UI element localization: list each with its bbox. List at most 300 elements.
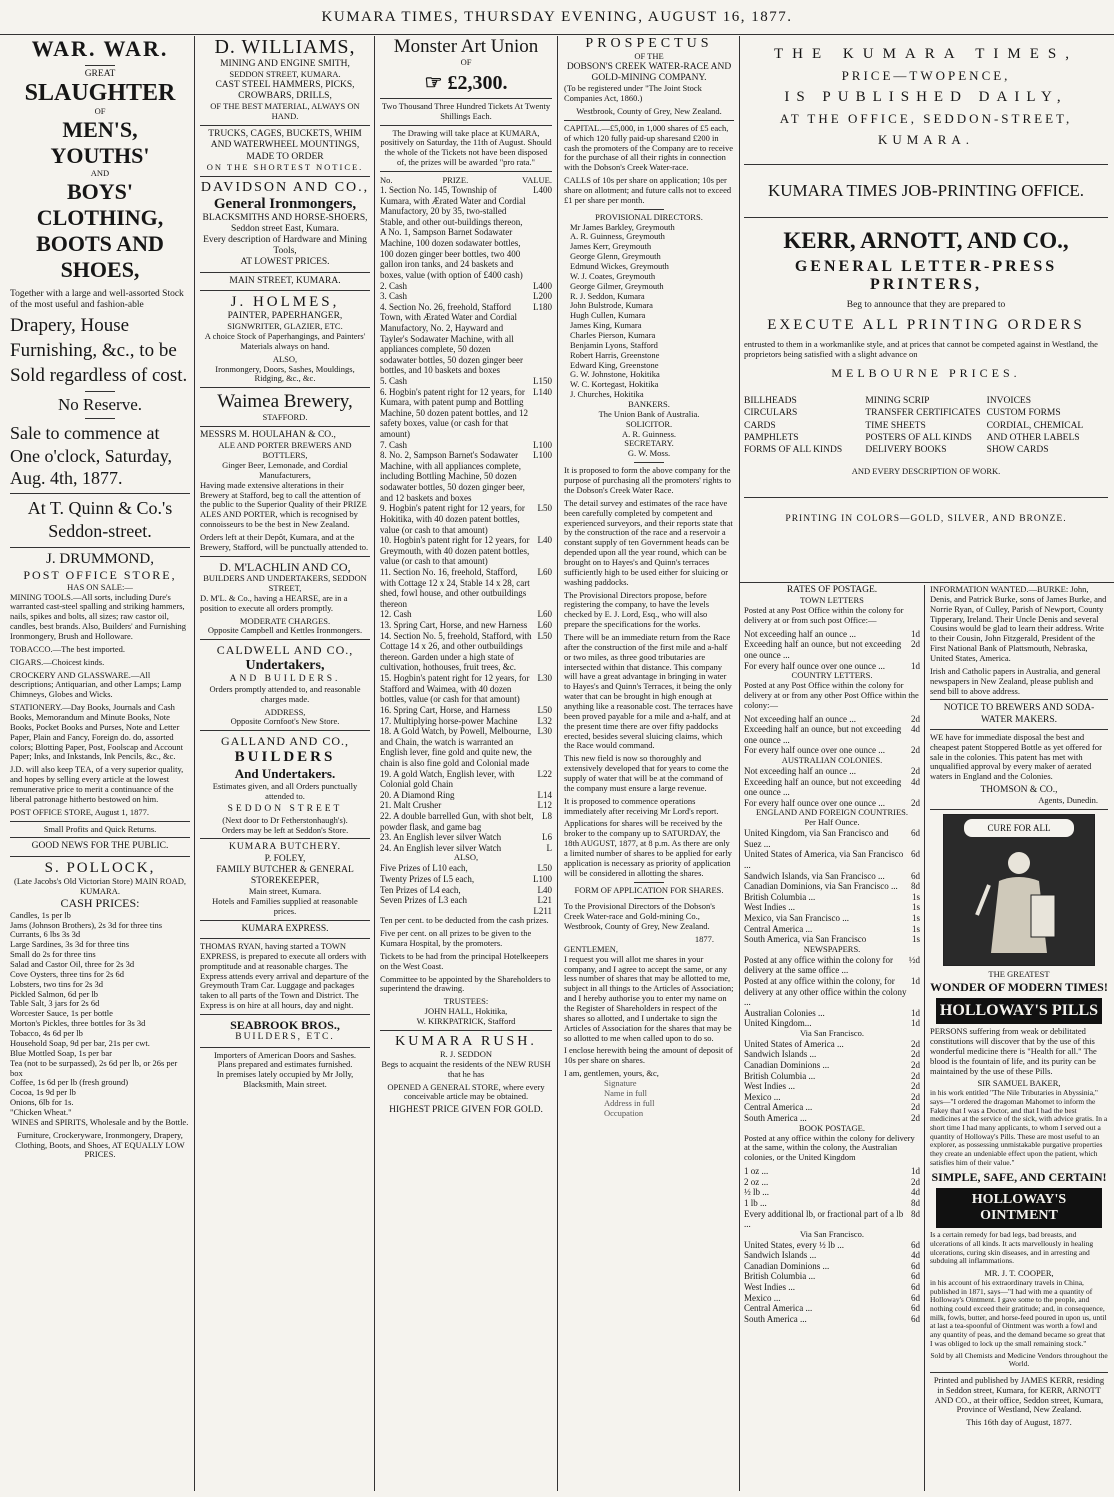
of-the: OF THE xyxy=(634,51,664,61)
art-union-title: Monster Art Union xyxy=(393,36,539,57)
newfield-text: This new field is now so thoroughly and extensively developed that for years to come the supply of water that will be at the command of the company must ensure a large revenue. xyxy=(564,753,729,793)
postage-title: RATES OF POSTAGE. xyxy=(786,585,878,595)
rate-value: 1d xyxy=(911,1166,920,1177)
rate-row xyxy=(744,1303,920,1314)
prize-value: L60 xyxy=(537,620,552,631)
rate-label: For every half ounce over one ounce ... xyxy=(744,797,885,808)
rate-row xyxy=(744,1177,920,1188)
prize-desc: 14. Section No. 5, freehold, Stafford, with Cottage 14 x 26, and other outbuildings thereon. Garden under a high state of cultivation, hothouses, fruit trees, &c. xyxy=(380,630,532,673)
prize-desc: 2. Cash xyxy=(380,280,407,291)
foreign-rates xyxy=(744,828,920,945)
price-item: Coffee, 1s 6d per lb (fresh ground) xyxy=(10,1077,129,1088)
holloway-ointment-banner: HOLLOWAY'S OINTMENT xyxy=(936,1188,1102,1228)
prize-row xyxy=(380,790,552,801)
caldwell-orders: Orders promptly attended to, and reasonable charges made. xyxy=(209,683,361,704)
prize-value: L200 xyxy=(533,291,552,302)
wonder-heading: WONDER OF MODERN TIMES! xyxy=(930,980,1108,995)
trustee-hall: JOHN HALL, Hokitika, xyxy=(424,1006,508,1017)
rate-value: 2d xyxy=(911,1060,920,1071)
war-heading: WAR. WAR. xyxy=(31,36,169,61)
rate-value: 2d xyxy=(911,1091,920,1102)
solicitor-label: SOLICITOR. xyxy=(625,418,673,429)
prize-row xyxy=(380,705,552,716)
estimates-line: Estimates given, and all Orders punctually attended to. xyxy=(212,780,358,801)
ironmongery-line: Ironmongery, Doors, Sashes, Mouldings, Ridging, &c., &c. xyxy=(215,363,355,384)
extra-total: L211 xyxy=(533,905,552,916)
rate-row xyxy=(744,828,920,849)
prize-value: L60 xyxy=(537,609,552,620)
rate-label: British Columbia ... xyxy=(744,891,816,902)
rate-row xyxy=(744,902,920,913)
bottle-notice: WE have for immediate disposal the best and cheapest patent Stoppered Bottle as yet offered for sale in the colonies. This patent has met with unqualified approval by every maker of aerated waters in England and the Colonies. xyxy=(930,731,1102,782)
importers-line: Importers of American Doors and Sashes. xyxy=(213,1049,357,1060)
remain-text: I am, gentlemen, yours, &c, xyxy=(564,1068,659,1079)
rate-value: 1d xyxy=(911,1018,920,1029)
rate-value: 2d xyxy=(911,1102,920,1113)
rate-value: 1s xyxy=(911,902,920,913)
prize-desc: 21. Malt Crusher xyxy=(380,800,442,811)
davidson-desc: Every description of Hardware and Mining Tools, xyxy=(203,235,367,257)
price-item: Table Salt, 3 jars for 2s 6d xyxy=(10,998,100,1009)
hearse-text: D. M'L. & Co., having a HEARSE, are in a position to execute all orders promptly. xyxy=(200,592,348,613)
detail-text: The detail survey and estimates of the race have been carefully completed by competent and experienced surveyors, and their reports state that by the construction of the race and a reservoir a constant supply of ten Government heads can be depended upon all the year round, which can be brought on to Hayes's and Quinn's terraces sufficiently high to be used either for sluicing or washing paddocks. xyxy=(564,497,733,587)
prize-value: L50 xyxy=(537,704,552,715)
prize-row xyxy=(380,440,552,451)
extra-prize-value: L50 xyxy=(537,863,552,874)
office-line: AT THE OFFICE, SEDDON-STREET, xyxy=(779,111,1073,126)
prize-value: L400 xyxy=(533,185,552,196)
rate-value: 2d xyxy=(911,1070,920,1081)
thomson-name: THOMSON & CO., xyxy=(980,785,1058,796)
rate-value: 1s xyxy=(911,891,920,902)
rate-label: Canadian Dominions, via San Francisco ... xyxy=(744,881,898,892)
sf-book-rates xyxy=(744,1240,920,1325)
calls-line: CALLS of 10s per share on application; 10s per share on allotment; and future calls not to exceed £1 per share per month. xyxy=(564,175,732,205)
trustees-label: TRUSTEES: xyxy=(443,996,489,1007)
rate-row xyxy=(744,892,920,903)
good-news: GOOD NEWS FOR THE PUBLIC. xyxy=(31,841,169,852)
extra-prize-row xyxy=(380,895,552,906)
rate-row xyxy=(744,1261,920,1272)
signature-field: Name in full xyxy=(604,1087,647,1098)
rate-value: 6d xyxy=(911,1282,920,1293)
rate-value: 2d xyxy=(911,765,920,776)
capital-line: CAPITAL.—£5,000, in 1,000 shares of £5 each, of which 120 fully paid-up sharesand £200 in cash the promoters of the Company are to receive for the purchase of all their rights in connection with the Dobson's Creek Water-race. xyxy=(564,122,733,173)
rate-row xyxy=(744,849,920,870)
williams-addr: SEDDON STREET, KUMARA. xyxy=(229,69,341,80)
prize-desc: 20. A Diamond Ring xyxy=(380,789,455,800)
rate-row xyxy=(744,724,920,745)
rate-row xyxy=(744,1008,920,1019)
rate-row xyxy=(744,766,920,777)
rate-row xyxy=(744,1071,920,1082)
every-additional-value: 8d xyxy=(911,1208,920,1219)
extra-prize-desc: Ten Prizes of L4 each, xyxy=(380,884,461,895)
form-year: 1877. xyxy=(694,934,714,945)
westbrook-line: Westbrook, County of Grey, New Zealand. xyxy=(576,105,722,116)
prize-desc: 5. Cash xyxy=(380,376,407,386)
print-service: BILLHEADS xyxy=(744,395,797,406)
brewery-text: Having made extensive alterations in their Brewery at Stafford, beg to call the attention of the public to the Superior Quality of their PRIZE ALES AND PORTER, which is recognised by connoisseurs to be the best in New Zealand. xyxy=(200,479,367,530)
prize-desc: 17. Multiplying horse-power Machine xyxy=(380,715,518,726)
prize-row xyxy=(380,376,552,387)
secretary-label: SECRETARY. xyxy=(624,438,674,449)
per-half-ounce: Per Half Ounce. xyxy=(804,817,860,828)
rate-label: Canadian Dominions ... xyxy=(744,1060,830,1071)
cornfoot-line: Opposite Cornfoot's New Store. xyxy=(230,716,340,727)
price-item: Lobsters, two tins for 2s 3d xyxy=(10,978,104,989)
prize-value: L8 xyxy=(542,810,552,821)
signature-field: Signature xyxy=(604,1078,637,1089)
prize-desc: 12. Cash xyxy=(380,609,412,620)
printed-by: Printed and published by JAMES KERR, residing in Seddon street, Kumara, for KERR, ARNOTT AND CO., at their office, Seddon street, Kumara, Province of Westland, New Zealand. xyxy=(933,1374,1105,1415)
orders-left: Orders may be left at Seddon's Store. xyxy=(221,824,349,835)
print-service: SHOW CARDS xyxy=(986,445,1049,456)
rate-label: West Indies ... xyxy=(744,1282,796,1293)
prize-desc: 6. Hogbin's patent right for 12 years, for Kumara, with patent pump and Bottling Machine, 50 dozen patent bottles, and 12 safety boxes, value (or cash for that amount) xyxy=(380,386,528,440)
houlahan-name: MESSRS M. HOULAHAN & CO., xyxy=(200,430,336,441)
rate-row xyxy=(744,1166,920,1177)
published-daily: IS PUBLISHED DAILY, xyxy=(784,89,1068,105)
rate-row xyxy=(744,871,920,882)
director-item: James King, Kumara xyxy=(570,320,642,331)
prize-desc: 15. Hogbin's patent right for 12 years, for Stafford and Waimea, with 40 dozen bottles, value (or cash for that amount) xyxy=(380,673,530,705)
book-intro: Posted at any office within the colony for delivery at the same, within the colony, the Australian colonies, or the United Kingdom xyxy=(744,1132,915,1163)
publication-date: This 16th day of August, 1877. xyxy=(966,1417,1072,1428)
newspapers-label: NEWSPAPERS. xyxy=(803,943,861,954)
rate-label: West Indies ... xyxy=(744,902,796,913)
rate-label: ½ lb ... xyxy=(744,1187,770,1198)
prize-row xyxy=(380,567,552,609)
director-item: W. J. Coates, Greymouth xyxy=(570,270,656,281)
general-printers: GENERAL LETTER-PRESS PRINTERS, xyxy=(794,258,1058,293)
extra-prize-value: L40 xyxy=(537,884,552,895)
rate-value: 2d xyxy=(911,1038,920,1049)
print-service: CARDS xyxy=(744,420,776,431)
extra-prize-value: L21 xyxy=(537,895,552,906)
rate-label: British Columbia ... xyxy=(744,1070,816,1081)
rate-value: 4d xyxy=(911,1187,920,1198)
prize-desc: 23. An English lever silver Watch xyxy=(380,832,502,843)
rate-label: South America, via San Francisco xyxy=(744,934,867,945)
youths-heading: YOUTHS' xyxy=(50,143,150,169)
beg-announce: Beg to announce that they are prepared to xyxy=(846,300,1006,310)
director-item: W. C. Kortegast, Hokitika xyxy=(570,379,659,390)
bank-name: The Union Bank of Australia. xyxy=(598,408,700,419)
stafford-label: STAFFORD. xyxy=(262,412,308,423)
rate-value: 2d xyxy=(911,1176,920,1187)
melbourne-prices: MELBOURNE PRICES. xyxy=(831,365,1021,380)
rate-label: United States of America ... xyxy=(744,1038,844,1049)
rate-row xyxy=(744,1240,920,1251)
rate-value: 1s xyxy=(911,923,920,934)
director-item: Edmund Wickes, Greymouth xyxy=(570,261,669,272)
rate-label: 2 oz ... xyxy=(744,1176,769,1187)
seabrook-name: SEABROOK BROS., xyxy=(230,1017,340,1032)
price-item: Morton's Pickles, three bottles for 3s 3d xyxy=(10,1018,146,1029)
tea-line: J.D. will also keep TEA, of a very superior quality, and hopes by selling every article at the lowest remunerative price to merit a continuance of the liberal patronage hitherto bestowed on him. xyxy=(10,764,184,804)
prize-value: L60 xyxy=(537,566,552,577)
prize-row xyxy=(380,769,552,790)
rate-row xyxy=(744,913,920,924)
rate-label: Mexico ... xyxy=(744,1292,781,1303)
dobson-company: DOBSON'S CREEK WATER-RACE AND GOLD-MINING COMPANY. xyxy=(566,61,732,84)
brewery-orders: Orders left at their Depôt, Kumara, and at the Brewery, Stafford, will be punctually attended to. xyxy=(200,532,369,552)
country-letters: COUNTRY LETTERS. xyxy=(791,670,873,681)
boys-heading: BOYS' xyxy=(66,178,134,204)
header-no: No. xyxy=(380,175,393,186)
rate-row xyxy=(744,714,920,725)
price-item: "Chicken Wheat." xyxy=(10,1106,72,1117)
rate-label: Canadian Dominions ... xyxy=(744,1260,830,1271)
price-item: Tobacco, 4s 6d per lb xyxy=(10,1028,83,1039)
best-material: OF THE BEST MATERIAL, ALWAYS ON HAND. xyxy=(210,101,360,122)
williams-name: D. WILLIAMS, xyxy=(214,36,356,58)
director-item: Mr James Barkley, Greymouth xyxy=(570,221,675,232)
prize-row xyxy=(380,811,552,832)
rate-value: 6d xyxy=(911,1292,920,1303)
kumara-line: KUMARA. xyxy=(877,132,975,147)
enclose-text: I enclose herewith being the amount of deposit of 10s per share on shares. xyxy=(564,1045,733,1066)
five-per-cent: Five per cent. on all prizes to be given to the Kumara Hospital, by the promoters. xyxy=(380,928,532,949)
main-street: MAIN STREET, KUMARA. xyxy=(229,275,341,286)
rate-row xyxy=(744,955,920,976)
rate-row xyxy=(744,976,920,1008)
shortest-notice: ON THE SHORTEST NOTICE. xyxy=(206,161,364,172)
cast-steel: CAST STEEL HAMMERS, PICKS, CROWBARS, DRILLS, xyxy=(215,80,355,102)
rate-row xyxy=(744,629,920,640)
director-item: George Gilmer, Greymouth xyxy=(570,280,664,291)
extra-prize-row xyxy=(380,885,552,896)
column-trades xyxy=(196,36,374,1090)
provisional-label: PROVISIONAL DIRECTORS. xyxy=(595,211,703,222)
entrusted-text: entrusted to them in a workmanlike style, and at prices that cannot be competed against in Westland, the proprietors being satisfied with a slight advance on xyxy=(744,339,1098,360)
prize-desc: 11. Section No. 16, freehold, Stafford, with Cottage 12 x 24, Stable 14 x 28, cart shed, fowl house, and other outbuildings thereon xyxy=(380,566,530,609)
prize-value: L12 xyxy=(537,800,552,811)
price-item: Blue Mottled Soap, 1s per bar xyxy=(10,1047,112,1058)
rate-row xyxy=(744,1049,920,1060)
proposed-text: It is proposed to form the above company for the purpose of purchasing all the promoters' rights to the Dobson's Creek Water Race. xyxy=(564,465,732,495)
prize-row xyxy=(380,185,552,280)
rate-label: United States, every ½ lb ... xyxy=(744,1239,844,1250)
rate-value: 2d xyxy=(911,1113,920,1124)
rate-label: Central America ... xyxy=(744,1102,813,1113)
and-builders: AND BUILDERS. xyxy=(229,673,341,684)
houlahan-sub: ALE AND PORTER BREWERS AND BOTTLERS, xyxy=(218,440,352,461)
ginger-beer: Ginger Beer, Lemonade, and Cordial Manufacturers, xyxy=(222,460,348,480)
director-item: George Glenn, Greymouth xyxy=(570,251,661,262)
rate-label: For every half ounce over one ounce ... xyxy=(744,660,885,671)
rate-row xyxy=(744,1187,920,1198)
rate-row xyxy=(744,1081,920,1092)
rate-value: 2d xyxy=(911,639,920,650)
prize-desc: 24. An English lever silver Watch xyxy=(380,842,502,853)
pollock-sub: (Late Jacobs's Old Victorian Store) MAIN ROAD, KUMARA. xyxy=(13,875,186,896)
caldwell-name: CALDWELL AND CO., xyxy=(216,643,354,658)
form-heading: FORM OF APPLICATION FOR SHARES. xyxy=(574,884,724,895)
town-letters: TOWN LETTERS xyxy=(800,595,864,606)
opened-line: OPENED A GENERAL STORE, where every conceivable article may be obtained. xyxy=(387,1081,545,1102)
gentlemen: GENTLEMEN, xyxy=(564,943,619,954)
prospectus-title: PROSPECTUS xyxy=(585,36,713,51)
rate-value: 1d xyxy=(911,628,920,639)
rate-value: 6d xyxy=(911,828,920,839)
davidson-addr: Seddon street East, Kumara. xyxy=(231,223,339,234)
the-greatest: THE GREATEST xyxy=(988,969,1050,980)
rate-value: 4d xyxy=(911,724,920,735)
rate-label: Sandwich Islands ... xyxy=(744,1250,817,1261)
prize-row xyxy=(380,503,552,535)
address-label: ADDRESS, xyxy=(264,706,306,717)
rate-label: British Columbia ... xyxy=(744,1271,816,1282)
tickets-obtained: Tickets to be had from the principal Hotelkeepers on the West Coast. xyxy=(380,950,549,971)
foley-name: P. FOLEY, xyxy=(264,853,306,864)
column-clothing-sale xyxy=(6,36,194,1163)
newspaper-rates xyxy=(744,955,920,1029)
column-art-union xyxy=(376,36,556,1119)
rate-row xyxy=(744,1060,920,1071)
header-value: VALUE. xyxy=(522,175,552,186)
rate-value: 1s xyxy=(911,912,920,923)
rate-value: 6d xyxy=(911,1271,920,1282)
prize-value: L xyxy=(546,842,552,853)
davidson-name: DAVIDSON AND CO., xyxy=(200,179,370,195)
price-item: Cocoa, 1s 9d per lb xyxy=(10,1087,76,1098)
rate-row xyxy=(744,777,920,798)
via-sf: Via San Francisco. xyxy=(800,1027,864,1038)
next-door: (Next door to Dr Fetherstonhaugh's). xyxy=(222,814,348,825)
price-item: Tea (not to be surpassed), 2s 6d per lb, or 26s per box xyxy=(10,1057,178,1078)
rate-row xyxy=(744,1198,920,1209)
small-profits: Small Profits and Quick Returns. xyxy=(43,823,157,834)
price-item: Currants, 6 lbs 3s 3d xyxy=(10,929,81,940)
ryan-express: THOMAS RYAN, having started a TOWN EXPRESS, is prepared to execute all orders with promptitude and at reasonable charges. The Express attends every arrival and departure of the Greymouth Tram Car. Luggage and packages taken to all parts of the Town and District. The Express is on hire at all hours, day and night. xyxy=(200,940,369,1011)
prize-value: L14 xyxy=(537,789,552,800)
rate-value: 1d xyxy=(911,660,920,671)
trucks-line: TRUCKS, CAGES, BUCKETS, WHIM AND WATERWHEEL MOUNTINGS, MADE TO ORDER xyxy=(208,129,362,162)
prize-value: L30 xyxy=(537,673,552,684)
immediate-text: There will be an immediate return from the Race after the construction of the first mile and a-half or two miles, as three good tributaries are intersected within that distance. This company will have a great advantage in bringing in water to Hayes's and Quinn's Terraces, it being the only water that can be brought in high enough at anything like a reasonable cost. The terraces have been proved payable for a mile and a-half, and at the present time there are over fifty paddocks erected, besides several sluicing claims, which the Race would command. xyxy=(564,631,733,751)
of-label-2: OF xyxy=(460,57,472,67)
price-list xyxy=(10,911,190,1118)
every-description: AND EVERY DESCRIPTION OF WORK. xyxy=(851,465,1001,476)
prize-value: L100 xyxy=(533,450,552,461)
rate-label: Exceeding half an ounce, but not exceeding one ounce ... xyxy=(744,776,902,798)
williams-sub: MINING AND ENGINE SMITH, xyxy=(220,59,350,69)
prize-desc: 1. Section No. 145, Township of Kumara, with Ærated Water and Cordial Manufactory, 20 by 35, two-stalled Stable, and other out-buildings thereon, A No. 1, Sampson Barnet Sodawater Machine, 100 dozen sodawater bottles, 100 dozen ginger beer bottles, two 400 gallon iron tanks, and 24 baskets and boxes, value (with option of £400 cash) xyxy=(380,185,526,280)
of-label: OF xyxy=(94,106,106,117)
column-kumara-times xyxy=(740,36,1112,525)
director-item: J. Churches, Hokitika xyxy=(570,389,644,400)
book-postage: BOOK POSTAGE. xyxy=(799,1122,865,1133)
rate-label: Sandwich Islands ... xyxy=(744,1049,817,1060)
no-reserve: No Reserve. xyxy=(57,395,143,415)
prize-value: L400 xyxy=(533,280,552,291)
rate-label: 1 lb ... xyxy=(744,1197,767,1208)
shoes-heading: SHOES, xyxy=(60,256,140,282)
rate-value: 1d xyxy=(911,1007,920,1018)
foley-addr: Main street, Kumara. xyxy=(248,886,322,897)
rate-row xyxy=(744,1282,920,1293)
signature-field: Occupation xyxy=(604,1107,644,1118)
builders-heading: BUILDERS xyxy=(234,748,336,765)
and-undertakers: And Undertakers. xyxy=(234,765,336,781)
rate-value: 6d xyxy=(911,1303,920,1314)
prize-row xyxy=(380,291,552,302)
bankers-label: BANKERS. xyxy=(628,399,670,410)
job-printing: KUMARA TIMES JOB-PRINTING OFFICE. xyxy=(767,181,1085,200)
prize-desc: 7. Cash xyxy=(380,439,407,450)
rate-row xyxy=(744,881,920,892)
furniture-line: Furniture, Crockeryware, Ironmongery, Drapery, Clothing, Boots, and Shoes, AT EQUALLY LOW PRICES. xyxy=(15,1129,185,1160)
kumara-rush: KUMARA RUSH. xyxy=(395,1033,537,1049)
prize-desc: 10. Hogbin's patent right for 12 years, for Greymouth, with 40 dozen patent bottles, value (or cash to that amount) xyxy=(380,535,530,567)
crockery-line: CROCKERY AND GLASSWARE.—All descriptions; Antiquarian, and other Lamps; Lamp Chimneys, Globes and Wicks. xyxy=(10,669,182,700)
rate-label: Exceeding half an ounce, but not exceeding one ounce ... xyxy=(744,724,902,745)
pointing-hand-icon: ☞ xyxy=(424,71,443,94)
seddon-street: SEDDON STREET xyxy=(227,804,343,815)
rate-label: West Indies ... xyxy=(744,1081,796,1092)
express-heading: KUMARA EXPRESS. xyxy=(241,923,329,934)
signature-field: Address in full xyxy=(604,1097,655,1108)
remedy-text: Is a certain remedy for bad legs, bad breasts, and ulcerations of all kinds. It acts marvellously in healing ulcerations, curing skin diseases, and in arresting and subduing all inflammations. xyxy=(930,1230,1094,1266)
rate-label: Not exceeding half an ounce ... xyxy=(744,713,856,724)
rate-row xyxy=(744,1039,920,1050)
premises-line: In premises lately occupied by Mr Jolly, Blacksmith, Main street. xyxy=(216,1069,354,1090)
rate-value: 2d xyxy=(911,1049,920,1060)
rate-label: Not exceeding half an ounce ... xyxy=(744,628,856,639)
boots-heading: BOOTS AND xyxy=(36,230,164,256)
rate-value: 1s xyxy=(911,934,920,945)
prize-value: L180 xyxy=(533,301,552,312)
undertakers-heading: Undertakers, xyxy=(245,657,325,673)
prize-desc: 13. Spring Cart, Horse, and new Harness xyxy=(380,620,528,631)
blacksmiths: BLACKSMITHS AND HORSE-SHOERS, xyxy=(202,212,368,223)
town-intro: Posted at any Post Office within the colony for delivery at or from such post Office:— xyxy=(744,605,904,625)
butchery-heading: KUMARA BUTCHERY. xyxy=(229,842,341,853)
moderate-charges: MODERATE CHARGES. xyxy=(239,615,331,626)
prize-row xyxy=(380,450,552,503)
agents-dunedin: Agents, Dunedin. xyxy=(1038,795,1098,806)
provdir-text: The Provisional Directors propose, before registering the company, to have the levels checked by E. J. Lord, Esq., who will also prepare the specifications for the works. xyxy=(564,589,710,630)
director-item: Benjamin Lyons, Stafford xyxy=(570,339,658,350)
rate-label: Sandwich Islands, via San Francisco ... xyxy=(744,870,885,881)
prize-list xyxy=(380,185,552,853)
prize-value: L140 xyxy=(533,386,552,397)
baker-quote: in his work entitled "The Nile Tributaries in Abyssinia," says—"I ordered the dragoman Mahomet to inform the Fakey that I was a Doctor, and that I had the best medicines at the service of the sick, with advice gratis. In a short time I had many applicants, to whom I served out a quantity of Holloway's Pills. These are most useful to an explorer, as possessing unmistakable purgative properties they create an undeniable effect upon the patient, which satisfies him of their value." xyxy=(930,1088,1108,1167)
price-item: Household Soap, 9d per bar, 21s per cwt. xyxy=(10,1037,150,1048)
extra-prize-row xyxy=(380,863,552,874)
prize-row xyxy=(380,832,552,843)
mens-heading: MEN'S, xyxy=(62,117,138,143)
print-service: AND OTHER LABELS xyxy=(986,432,1080,443)
price-item: Small do 2s for three tins xyxy=(10,949,96,960)
printing-grid xyxy=(744,395,1108,457)
rate-label: South America ... xyxy=(744,1113,807,1124)
price-line: PRICE—TWOPENCE, xyxy=(841,68,1011,83)
prize-row xyxy=(380,673,552,705)
family-butcher: FAMILY BUTCHER & GENERAL STOREKEEPER, xyxy=(216,864,354,886)
drapery-text: Drapery, House Furnishing, &c., to be Sold regardless of cost. xyxy=(10,315,188,386)
prize-row xyxy=(380,800,552,811)
holloway-pills-banner: HOLLOWAY'S PILLS xyxy=(936,998,1102,1024)
prize-value: L50 xyxy=(537,630,552,641)
rate-value: 2d xyxy=(911,745,920,756)
prize-row xyxy=(380,535,552,567)
galland-name: GALLAND AND CO., xyxy=(221,734,349,749)
art-union-amount: £2,300. xyxy=(447,71,508,94)
country-rates xyxy=(744,714,920,756)
